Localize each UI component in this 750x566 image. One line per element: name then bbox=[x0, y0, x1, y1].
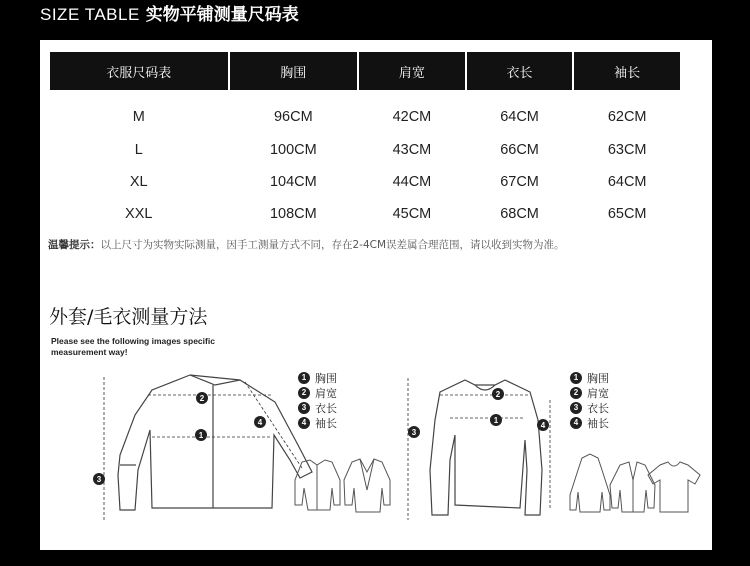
svg-text:3: 3 bbox=[96, 475, 102, 484]
column-header: 肩宽 bbox=[359, 52, 465, 90]
legend-label: 胸围 bbox=[315, 371, 337, 385]
svg-text:4: 4 bbox=[257, 418, 263, 427]
table-cell: 42CM bbox=[392, 109, 432, 125]
table-cell: 96CM bbox=[273, 109, 313, 125]
legend-item bbox=[570, 400, 609, 415]
table-cell: XL bbox=[129, 174, 148, 190]
sweater-measure-lines bbox=[408, 378, 550, 520]
section-title: 外套/毛衣测量方法 bbox=[49, 306, 208, 328]
number-badge: 3 bbox=[570, 402, 582, 414]
legend-label: 肩宽 bbox=[315, 386, 337, 400]
column-header: 胸围 bbox=[230, 52, 358, 90]
number-badge: 3 bbox=[298, 402, 310, 414]
svg-text:3: 3 bbox=[411, 428, 417, 437]
table-cell: 104CM bbox=[269, 174, 317, 190]
legend-label: 衣长 bbox=[315, 401, 337, 415]
number-badge: 1 bbox=[570, 372, 582, 384]
svg-text:2: 2 bbox=[495, 390, 501, 399]
legend-label: 袖长 bbox=[315, 416, 337, 430]
table-cell: 67CM bbox=[500, 174, 539, 190]
svg-text:4: 4 bbox=[540, 421, 546, 430]
top-thumbnails bbox=[570, 454, 700, 512]
legend-item bbox=[298, 400, 337, 415]
number-badge: 1 bbox=[298, 372, 310, 384]
shirt-legend bbox=[298, 370, 337, 430]
measurement-illustrations bbox=[40, 40, 712, 550]
note-text: 以上尺寸为实物实际测量，因手工测量方式不同，存在2-4CM误差属合理范围，请以收到实物为准。 bbox=[100, 239, 565, 251]
number-badge: 2 bbox=[570, 387, 582, 399]
svg-text:1: 1 bbox=[198, 431, 204, 440]
legend-item bbox=[298, 385, 337, 400]
measurement-instruction: Please see the following images specific measurement way! bbox=[51, 336, 215, 357]
header-title-en: SIZE TABLE bbox=[40, 5, 140, 24]
table-cell: 45CM bbox=[392, 206, 432, 222]
legend-item bbox=[570, 385, 609, 400]
column-header: 衣长 bbox=[467, 52, 573, 90]
table-cell: 62CM bbox=[607, 109, 647, 125]
legend-label: 衣长 bbox=[587, 401, 609, 415]
table-cell: 64CM bbox=[500, 109, 539, 125]
sweater-diagram bbox=[430, 380, 542, 515]
legend-item bbox=[298, 370, 337, 385]
number-badge: 4 bbox=[298, 417, 310, 429]
table-cell: M bbox=[132, 109, 145, 125]
number-badge: 2 bbox=[298, 387, 310, 399]
page-header bbox=[40, 0, 299, 28]
table-cell: 68CM bbox=[500, 206, 539, 222]
content-panel bbox=[40, 40, 712, 550]
table-cell: 100CM bbox=[269, 142, 317, 158]
legend-label: 胸围 bbox=[587, 371, 609, 385]
svg-text:1: 1 bbox=[493, 416, 499, 425]
table-cell: 64CM bbox=[607, 174, 647, 190]
table-cell: L bbox=[134, 142, 143, 158]
column-header: 袖长 bbox=[574, 52, 680, 90]
table-cell: 65CM bbox=[607, 206, 647, 222]
legend-item bbox=[570, 415, 609, 430]
note-label: 温馨提示： bbox=[48, 239, 101, 251]
legend-item bbox=[298, 415, 337, 430]
legend-label: 肩宽 bbox=[587, 386, 609, 400]
sweater-legend bbox=[570, 370, 609, 430]
table-cell: XXL bbox=[125, 206, 153, 222]
column-header: 衣服尺码表 bbox=[50, 52, 228, 90]
table-cell: 43CM bbox=[392, 142, 432, 158]
table-cell: 63CM bbox=[607, 142, 647, 158]
header-title-cn: 实物平铺测量尺码表 bbox=[145, 5, 299, 25]
table-cell: 66CM bbox=[500, 142, 539, 158]
sweater-badges bbox=[408, 388, 549, 438]
legend-label: 袖长 bbox=[587, 416, 609, 430]
svg-text:2: 2 bbox=[199, 394, 205, 403]
legend-item bbox=[570, 370, 609, 385]
table-cell: 44CM bbox=[392, 174, 432, 190]
table-cell: 108CM bbox=[269, 206, 317, 222]
number-badge: 4 bbox=[570, 417, 582, 429]
